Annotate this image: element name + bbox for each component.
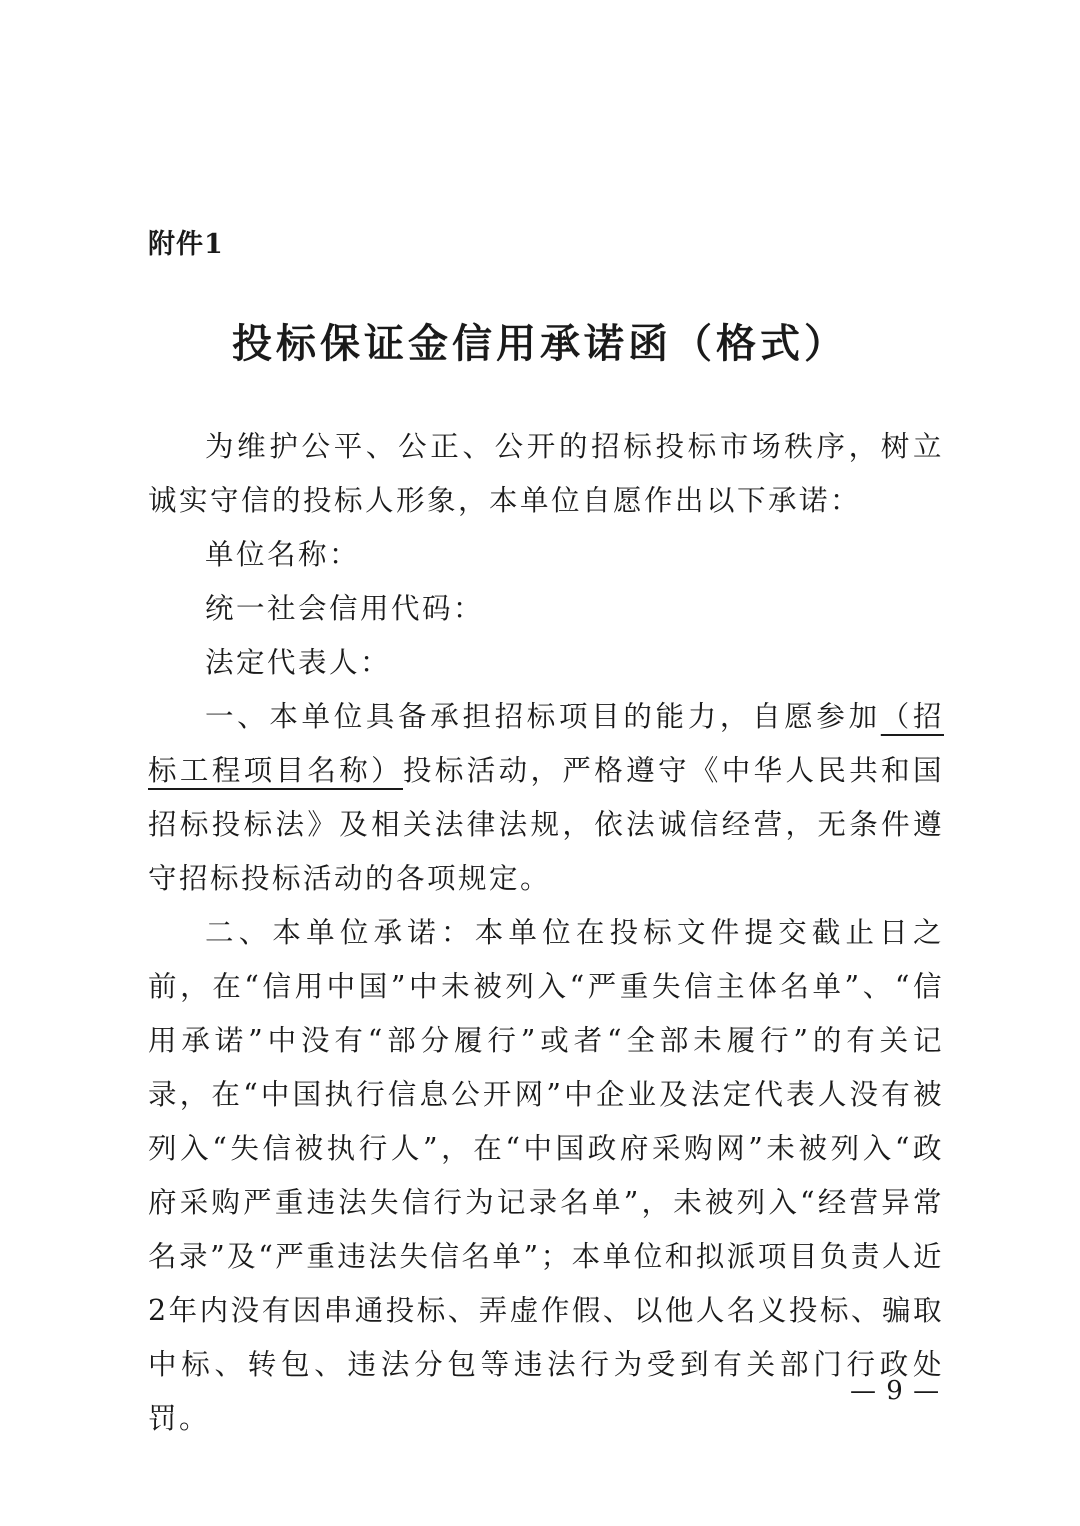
intro-paragraph: 为维护公平、公正、公开的招标投标市场秩序，树立诚实守信的投标人形象，本单位自愿作出以下承诺： bbox=[148, 430, 944, 517]
clause-two-paragraph: 二、本单位承诺：本单位在投标文件提交截止日之前，在“信用中国”中未被列入“严重失信主体名单”、“信用承诺”中没有“部分履行”或者“全部未履行”的有关记录，在“中国执行信息公开网”中企业及法定代表人没有被列入“失信被执行人”，在“中国政府采购网”未被列入“政府采购严重违法失信行为记录名单”，未被列入“经营异常名录”及“严重违法失信名单”；本单位和拟派项目负责人近2年内没有因串通投标、弄虚作假、以他人名义投标、骗取中标、转包、违法分包等违法行为受到有关部门行政处罚。 bbox=[148, 916, 944, 1435]
clause-one-paragraph bbox=[148, 690, 944, 906]
clause-one-text-before: 一、本单位具备承担招标项目的能力，自愿参加 bbox=[205, 700, 881, 733]
credit-code-field: 统一社会信用代码： bbox=[205, 592, 485, 625]
unit-name-field: 单位名称： bbox=[205, 538, 361, 571]
project-name-placeholder: （招标工程项目名称） bbox=[148, 700, 944, 787]
legal-rep-field: 法定代表人： bbox=[205, 646, 392, 679]
attachment-label: 附件1 bbox=[148, 229, 224, 260]
document-body bbox=[148, 420, 944, 1446]
page-number: — 9 — bbox=[850, 1376, 941, 1406]
page-title: 投标保证金信用承诺函（格式） bbox=[232, 320, 848, 367]
clause-one-text-after: 投标活动，严格遵守《中华人民共和国招标投标法》及相关法律法规，依法诚信经营，无条件遵守招标投标活动的各项规定。 bbox=[148, 754, 944, 895]
